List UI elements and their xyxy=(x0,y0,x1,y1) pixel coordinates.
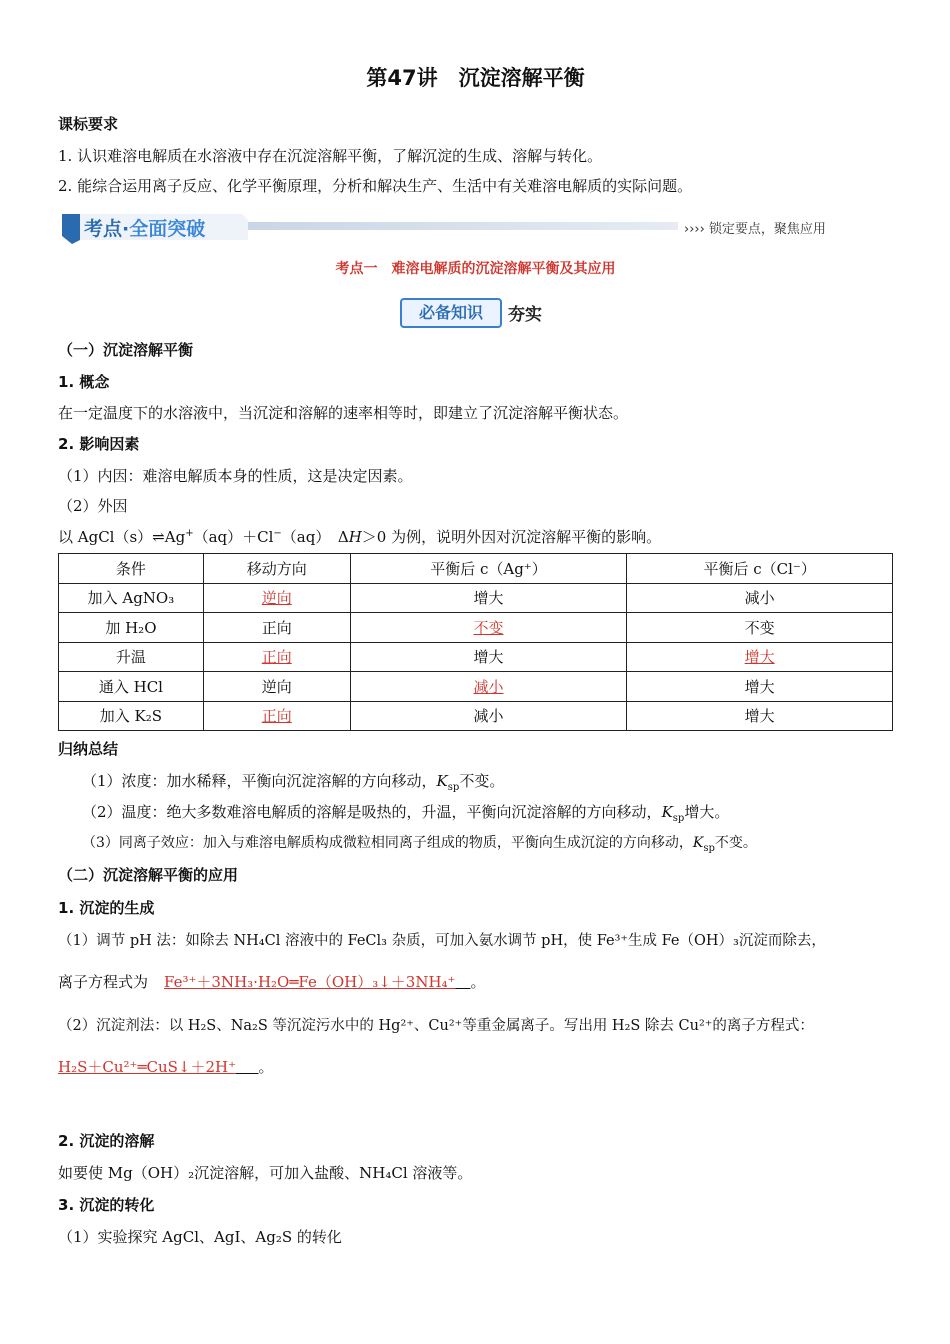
table-cell: 升温 xyxy=(59,642,204,672)
table-header-cell: 条件 xyxy=(59,554,204,584)
ph-method-text: （1）调节 pH 法：如除去 NH₄Cl 溶液中的 FeCl₃ 杂质，可加入氨水调节 pH，使 Fe³⁺生成 Fe（OH）₃沉淀而除去， xyxy=(58,933,826,949)
factors-heading-text: . 影响因素 xyxy=(68,435,140,453)
formation-heading-text: . 沉淀的生成 xyxy=(68,899,155,917)
ksp-k: K xyxy=(661,803,673,821)
table-row xyxy=(59,642,893,672)
factors-table xyxy=(58,553,893,731)
equation-prefix: 离子方程式为 xyxy=(58,973,149,991)
ksp-sub: sp xyxy=(672,813,685,824)
table-row xyxy=(59,672,893,702)
banner-title-b: 全面突破 xyxy=(129,218,206,240)
banner-divider xyxy=(248,222,678,230)
conversion-text: （1）实验探究 AgCl、AgI、Ag₂S 的转化 xyxy=(58,1228,342,1246)
conversion-heading-num: 3 xyxy=(58,1196,69,1214)
equation-suffix-2: 。 xyxy=(258,1058,274,1076)
example-sup2: − xyxy=(273,528,282,539)
page-title: 第47讲 沉淀溶解平衡 xyxy=(366,66,585,90)
section-banner xyxy=(58,210,856,246)
table-header-cell: 移动方向 xyxy=(203,554,350,584)
dissolution-heading-text: . 沉淀的溶解 xyxy=(68,1132,155,1150)
equation-suffix: 。 xyxy=(470,973,486,991)
summary-item-2 xyxy=(82,801,729,824)
example-h: H xyxy=(348,528,362,546)
summary-3-text: （3）同离子效应：加入与难溶电解质构成微粒相同离子组成的物质，平衡向生成沉淀的方向移动， xyxy=(82,835,693,851)
table-header-row xyxy=(59,554,893,584)
ksp-k: K xyxy=(436,772,448,790)
table-cell: 增大 xyxy=(627,672,893,702)
answer-equation-2: H₂S＋Cu²⁺═CuS↓＋2H⁺ xyxy=(58,1058,236,1076)
banner-title-a: 考点 xyxy=(84,218,123,240)
summary-heading: 归纳总结 xyxy=(58,740,119,758)
table-cell: 增大 xyxy=(627,701,893,731)
precipitant-method-text: （2）沉淀剂法：以 H₂S、Na₂S 等沉淀污水中的 Hg²⁺、Cu²⁺等重金属离子。写出用 H₂S 除去 Cu²⁺的离子方程式： xyxy=(58,1018,814,1034)
table-cell: 加 H₂O xyxy=(59,613,204,643)
table-cell: 加入 K₂S xyxy=(59,701,204,731)
concept-heading-text: . 概念 xyxy=(68,373,110,391)
conversion-heading-text: . 沉淀的转化 xyxy=(68,1196,155,1214)
banner-title-dot: · xyxy=(122,218,130,240)
section1-heading: （一）沉淀溶解平衡 xyxy=(58,341,194,359)
answer-equation-1: Fe³⁺＋3NH₃·H₂O═Fe（OH）₃↓＋3NH₄⁺ xyxy=(164,973,456,991)
kebiao-item-2: 2. 能综合运用离子反应、化学平衡原理，分析和解决生产、生活中有关难溶电解质的实际问题。 xyxy=(58,177,693,195)
example-sup1: + xyxy=(185,528,194,539)
factors-heading xyxy=(58,433,139,454)
ksp-sub: sp xyxy=(703,842,715,854)
formation-heading xyxy=(58,897,154,918)
kaodian-title: 考点一 难溶电解质的沉淀溶解平衡及其应用 xyxy=(335,261,616,277)
table-header-cell: 平衡后 c（Ag⁺） xyxy=(350,554,627,584)
ksp-k: K xyxy=(692,835,704,851)
table-answer-cell: 逆向 xyxy=(203,583,350,613)
summary-2-post: 增大。 xyxy=(684,803,730,821)
summary-item-3 xyxy=(82,832,757,854)
table-answer-cell: 增大 xyxy=(627,642,893,672)
summary-3-post: 不变。 xyxy=(714,835,757,851)
table-answer-cell: 减小 xyxy=(350,672,627,702)
table-cell: 减小 xyxy=(350,701,627,731)
summary-2-text: （2）温度：绝大多数难溶电解质的溶解是吸热的，升温，平衡向沉淀溶解的方向移动， xyxy=(82,803,662,821)
section2-heading: （二）沉淀溶解平衡的应用 xyxy=(58,866,239,884)
table-cell: 逆向 xyxy=(203,672,350,702)
dissolution-heading-num: 2 xyxy=(58,1132,69,1150)
summary-1-text: （1）浓度：加水稀释，平衡向沉淀溶解的方向移动， xyxy=(82,772,437,790)
banner-slogan: ›››› 锁定要点，聚焦应用 xyxy=(684,222,826,237)
equilibrium-example xyxy=(58,526,661,547)
table-answer-cell: 不变 xyxy=(350,613,627,643)
table-answer-cell: 正向 xyxy=(203,642,350,672)
table-row xyxy=(59,583,893,613)
table-cell: 增大 xyxy=(350,583,627,613)
table-row xyxy=(59,613,893,643)
table-header-cell: 平衡后 c（Cl⁻） xyxy=(627,554,893,584)
table-cell: 不变 xyxy=(627,613,893,643)
dissolution-text: 如要使 Mg（OH）₂沉淀溶解，可加入盐酸、NH₄Cl 溶液等。 xyxy=(58,1164,473,1182)
formation-heading-num: 1 xyxy=(58,899,69,917)
concept-heading xyxy=(58,371,109,392)
concept-heading-num: 1 xyxy=(58,373,69,391)
bibei-rest: 夯实 xyxy=(508,305,542,325)
table-row xyxy=(59,701,893,731)
ksp-sub: sp xyxy=(447,782,460,793)
example-mid2: （aq） Δ xyxy=(281,528,349,546)
example-post: ＞0 为例，说明外因对沉淀溶解平衡的影响。 xyxy=(361,528,662,546)
table-cell: 增大 xyxy=(350,642,627,672)
summary-item-1 xyxy=(82,770,504,793)
ph-method-equation xyxy=(58,971,485,992)
dissolution-heading xyxy=(58,1130,154,1151)
kebiao-item-1: 1. 认识难溶电解质在水溶液中存在沉淀溶解平衡，了解沉淀的生成、溶解与转化。 xyxy=(58,147,603,165)
table-cell: 通入 HCl xyxy=(59,672,204,702)
factors-heading-num: 2 xyxy=(58,435,69,453)
example-mid: （aq）＋Cl xyxy=(193,528,274,546)
concept-text: 在一定温度下的水溶液中，当沉淀和溶解的速率相等时，即建立了沉淀溶解平衡状态。 xyxy=(58,404,629,422)
table-cell: 减小 xyxy=(627,583,893,613)
kebiao-heading: 课标要求 xyxy=(58,115,119,133)
precipitant-equation xyxy=(58,1056,274,1077)
banner-title xyxy=(84,214,205,241)
table-cell: 正向 xyxy=(203,613,350,643)
bibei-box: 必备知识 xyxy=(400,298,502,328)
bibei-badge xyxy=(400,298,552,326)
factor-external: （2）外因 xyxy=(58,497,128,515)
example-pre: 以 AgCl（s）⇌Ag xyxy=(58,528,186,546)
table-cell: 加入 AgNO₃ xyxy=(59,583,204,613)
factor-internal: （1）内因：难溶电解质本身的性质，这是决定因素。 xyxy=(58,467,413,485)
conversion-heading xyxy=(58,1194,154,1215)
table-answer-cell: 正向 xyxy=(203,701,350,731)
summary-1-post: 不变。 xyxy=(459,772,505,790)
